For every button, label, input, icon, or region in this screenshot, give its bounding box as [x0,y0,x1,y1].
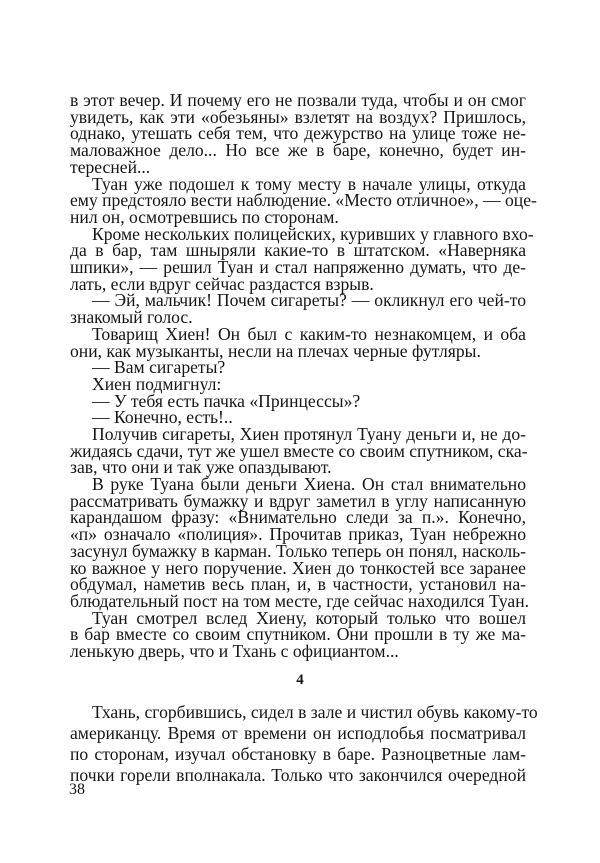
text-line: знакомый голос. [70,307,193,328]
text-line: ему предстояло вести наблюдение. «Место отличное», — оце- [70,190,537,211]
text-line: обдумал, наметив весь план, и, в частности, установил на- [70,574,526,595]
text-line: — У тебя есть пачка «Принцессы»? [92,390,361,411]
text-line: почки горели вполнакала. Только что закончился очередной [70,765,526,786]
text-line: зав, что они и так уже опаздывают. [70,457,332,478]
text-line: шпики», — решил Туан и стал напряженно думать, что де- [70,257,526,277]
text-line: Получив сигареты, Хиен протянул Туану деньги и, не до- [92,423,526,444]
text-line: блюдательный пост на том месте, где сейчас находился Туан. [70,590,530,611]
text-line: ко важное у него поручение. Хиен до тонкостей все заранее [70,557,526,578]
text-line: да в бар, там шныряли какие-то в штатском. «Наверняка [70,240,526,261]
text-line: лать, если вдруг сейчас раздастся взрыв. [70,273,374,294]
chapter-number: 4 [296,672,304,688]
text-line: тересней... [70,156,151,177]
text-line: они, как музыканты, несли на плечах черные футляры. [70,340,481,361]
text-line: — Конечно, есть!.. [92,407,233,428]
text-line: однако, утешать себя тем, что дежурство на улице тоже не- [70,123,526,144]
text-line: «п» означало «полиция». Прочитав приказ, Туан небрежно [70,524,526,545]
text-line: — Эй, мальчик! Почем сигареты? — окликнул его чей-то [92,290,526,311]
text-line: нил он, осмотревшись по сторонам. [70,206,339,227]
text-line: Туан уже подошел к тому месту в начале улицы, откуда [92,173,526,194]
text-line: — Вам сигареты? [92,357,226,378]
text-line: засунул бумажку в карман. Только теперь он понял, насколь- [70,540,526,561]
text-line: жидаясь сдачи, тут же ушел вместе со своим спутником, ска- [70,440,528,461]
text-line: Туан смотрел вслед Хиену, который только что вошел [92,607,526,628]
text-line: рассматривать бумажку и вдруг заметил в углу написанную [70,490,526,511]
text-line: ленькую дверь, что и Тхань с официантом... [70,641,399,661]
text-line: американцу. Время от времени он исподлобья посматривал [70,723,526,743]
text-line: Тхань, сгорбившись, сидел в зале и чистил обувь какому-то [92,702,538,722]
text-line: по сторонам, изучал обстановку в баре. Разноцветные лам- [70,744,526,765]
text-line: Товарищ Хиен! Он был с каким-то незнакомцем, и оба [92,323,526,344]
text-line: карандашом фразу: «Внимательно следи за п.». Конечно, [70,507,526,528]
text-line: В руке Туана были деньги Хиена. Он стал внимательно [92,474,526,494]
text-line: Кроме нескольких полицейских, куривших у главного вхо- [92,223,534,244]
text-line: маловажное дело... Но все же в баре, конечно, будет ин- [70,140,526,161]
text-line: Хиен подмигнул: [92,373,222,394]
text-line: в этот вечер. И почему его не позвали туда, чтобы и он смог [70,90,526,110]
text-line: в бар вместе со своим спутником. Они прошли в ту же ма- [70,624,526,645]
text-line: увидеть, как эти «обезьяны» взлетят на воздух? Пришлось, [70,106,526,127]
page-number: 38 [69,781,85,798]
